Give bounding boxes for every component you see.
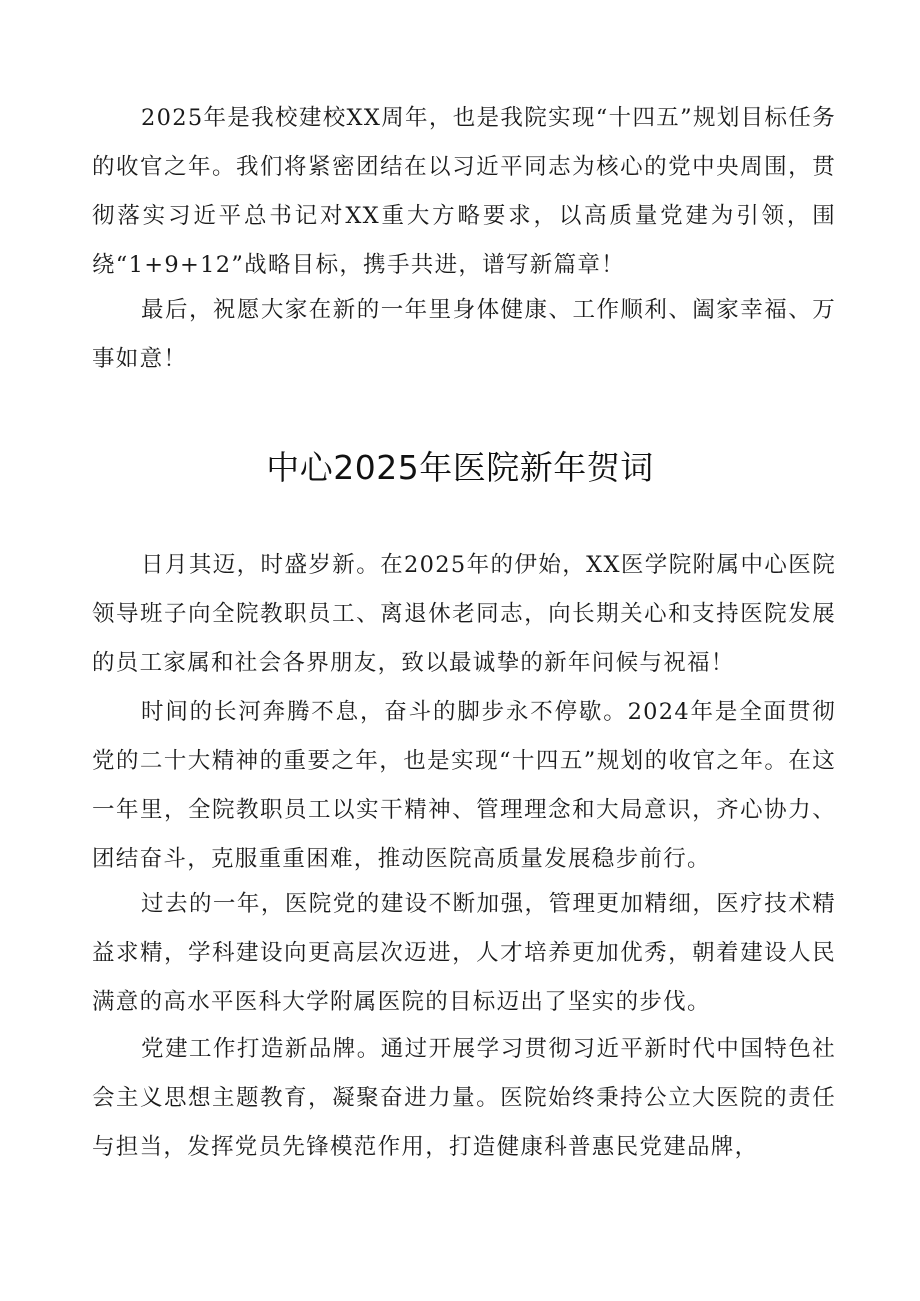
paragraph-year-review: 时间的长河奔腾不息，奋斗的脚步永不停歇。2024年是全面贯彻党的二十大精神的重要之年，也是实现“十四五”规划的收官之年。在这一年里，全院教职员工以实干精神、管理理念和大局意识，齐心协力、团结奋斗，克服重重困难，推动医院高质量发展稳步前行。 [92,699,836,872]
paragraph-closing-wishes: 最后，祝愿大家在新的一年里身体健康、工作顺利、阖家幸福、万事如意！ [92,297,836,372]
paragraph-new-year-greeting: 日月其迈，时盛岁新。在2025年的伊始，XX医学院附属中心医院领导班子向全院教职员工、离退休老同志，向长期关心和支持医院发展的员工家属和社会各界朋友，致以最诚挚的新年问候与祝福！ [92,552,836,676]
page-title: 中心2025年医院新年贺词 [266,448,654,487]
paragraph-achievements: 过去的一年，医院党的建设不断加强，管理更加精细，医疗技术精益求精，学科建设向更高层次迈进，人才培养更加优秀，朝着建设人民满意的高水平医科大学附属医院的目标迈出了坚实的步伐。 [92,891,836,1015]
paragraph-school-anniversary: 2025年是我校建校XX周年，也是我院实现“十四五”规划目标任务的收官之年。我们将紧密团结在以习近平同志为核心的党中央周围，贯彻落实习近平总书记对XX重大方略要求，以高质量党建为引领，围绕“1+9+12”战略目标，携手共进，谱写新篇章！ [92,105,836,278]
paragraph-party-building: 党建工作打造新品牌。通过开展学习贯彻习近平新时代中国特色社会主义思想主题教育，凝聚奋进力量。医院始终秉持公立大医院的责任与担当，发挥党员先锋模范作用，打造健康科普惠民党建品牌， [92,1036,836,1160]
